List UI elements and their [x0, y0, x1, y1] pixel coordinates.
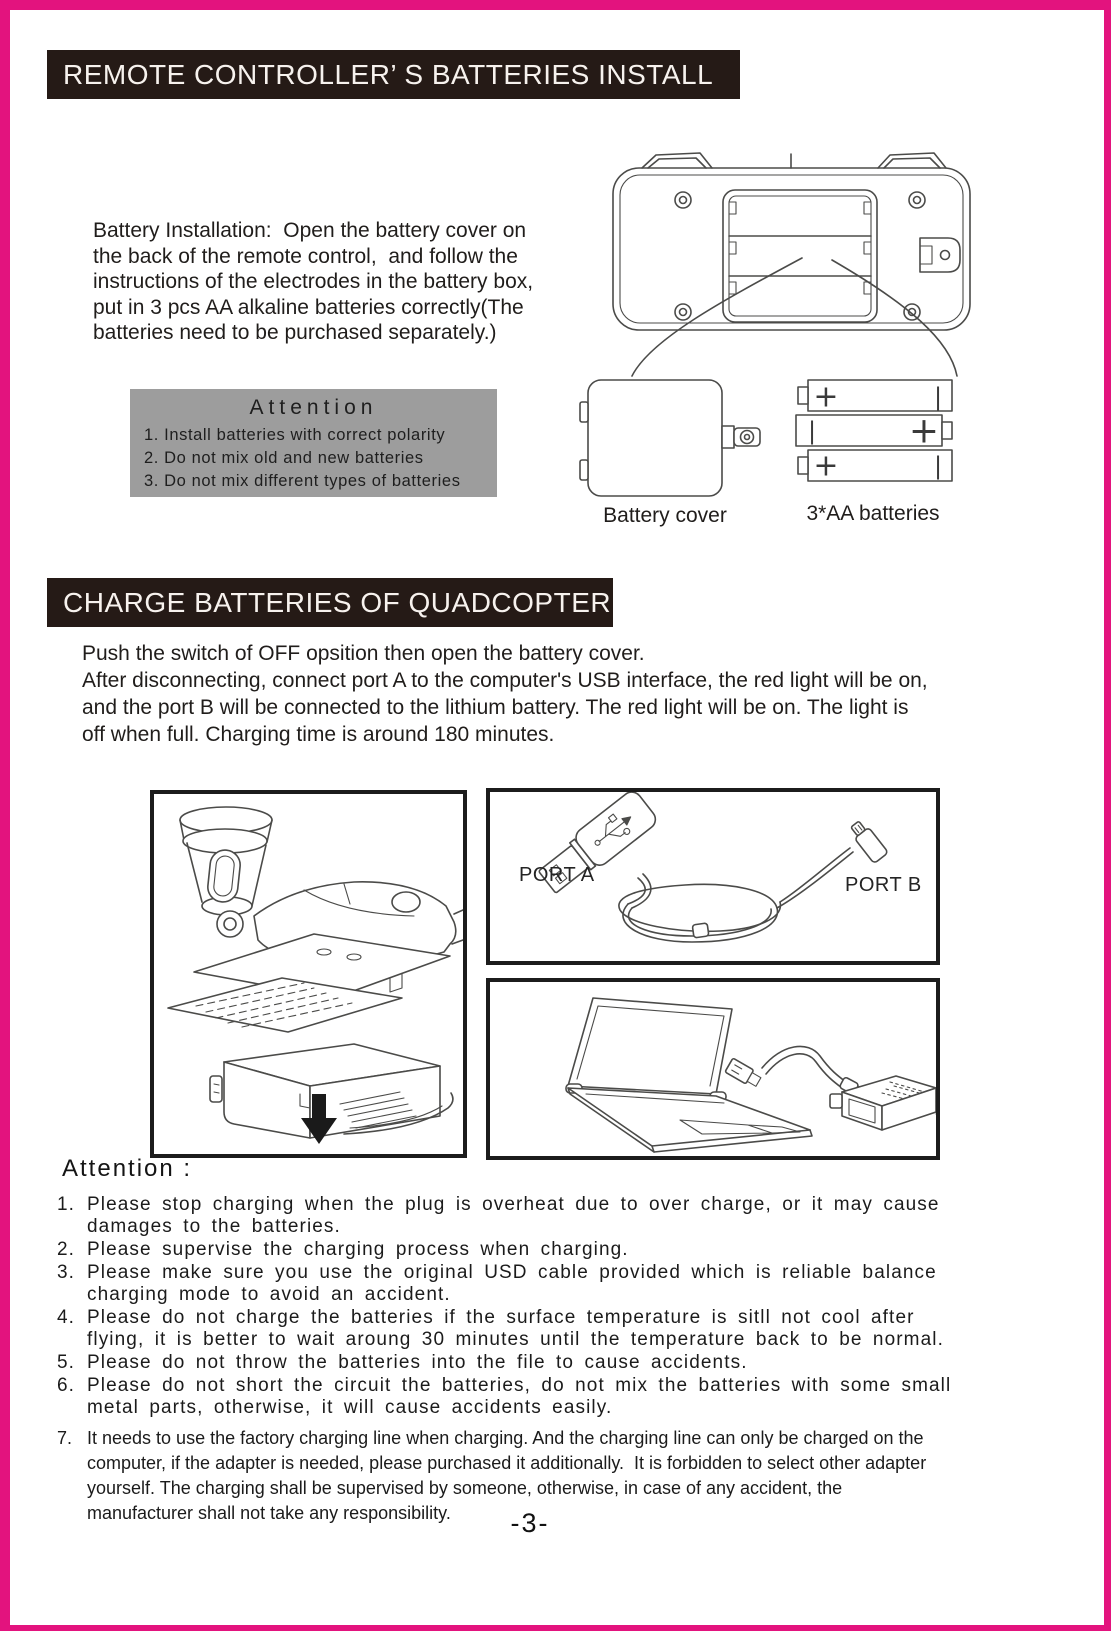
- section-title-charge-batteries: [47, 578, 613, 627]
- list-item-text: Please do not charge the batteries if the surface temperature is sitll not cool after flying, it is better to wait aroung 30 minutes until the temperature back to be normal.: [87, 1307, 944, 1350]
- battery-polarity-symbol: |: [807, 417, 817, 445]
- battery-cover-caption: Battery cover: [603, 504, 727, 527]
- battery-polarity-symbol: |: [933, 383, 943, 411]
- paragraph-line: Battery Installation: Open the battery cover on: [93, 219, 527, 242]
- attention-box: [130, 389, 497, 497]
- list-item-number: 4.: [57, 1307, 76, 1328]
- battery-polarity-symbol: +: [813, 448, 839, 484]
- paragraph-line: put in 3 pcs AA alkaline batteries correctly(The: [93, 295, 524, 319]
- charging-instructions-paragraph: [82, 640, 1052, 748]
- paragraph-line: and the port B will be connected to the lithium battery. The red light will be on. The light is: [82, 696, 909, 719]
- battery-installation-paragraph: [93, 218, 593, 346]
- list-item: [57, 1307, 1067, 1351]
- laptop-charging-image-box: [486, 978, 940, 1160]
- list-item: [57, 1194, 1067, 1238]
- battery-cover-drawing: [580, 380, 760, 496]
- attention-box-item: 1. Install batteries with correct polarity: [144, 426, 446, 444]
- list-item-text: Please do not short the circuit the batteries, do not mix the batteries with some small metal parts, otherwise, it will cause accidents easily.: [87, 1375, 952, 1418]
- paragraph-line: Push the switch of OFF opsition then open the battery cover.: [82, 642, 645, 665]
- port-a-label: PORT A: [519, 864, 595, 886]
- paragraph-line: off when full. Charging time is around 180 minutes.: [82, 723, 555, 746]
- paragraph-line: After disconnecting, connect port A to the computer's USB interface, the red light will be on,: [82, 669, 928, 692]
- list-item-number: 6.: [57, 1375, 76, 1396]
- list-item-number: 2.: [57, 1239, 76, 1260]
- section-title-text: REMOTE CONTROLLER’ S BATTERIES INSTALL: [63, 58, 714, 90]
- aa-batteries-caption: 3*AA batteries: [806, 502, 940, 525]
- paragraph-line: batteries need to be purchased separately.): [93, 321, 497, 344]
- list-item: [57, 1239, 1067, 1261]
- list-item-text: Please make sure you use the original USD cable provided which is reliable balance charging mode to avoid an accident.: [87, 1262, 937, 1305]
- battery-polarity-symbol: +: [813, 379, 839, 415]
- section-title-text: CHARGE BATTERIES OF QUADCOPTER: [63, 586, 612, 618]
- battery-polarity-symbol: +: [908, 410, 940, 452]
- list-item-number: 3.: [57, 1262, 76, 1283]
- laptop-charging-drawing: [490, 982, 936, 1156]
- aa-batteries-drawing: [796, 380, 952, 484]
- list-item-text: Please supervise the charging process when charging.: [87, 1239, 629, 1260]
- list-item-text: Please stop charging when the plug is overheat due to over charge, or it may cause damages to the batteries.: [87, 1194, 940, 1237]
- list-item-text: Please do not throw the batteries into the file to cause accidents.: [87, 1352, 748, 1373]
- cable-coil: [619, 848, 853, 942]
- list-item-number: 1.: [57, 1194, 76, 1215]
- laptop-drawing: [566, 998, 812, 1152]
- usb-b-connector: [848, 819, 889, 864]
- list-item-number: 7.: [57, 1428, 73, 1448]
- attention-box-title: Attention: [249, 396, 378, 419]
- attention-heading: Attention :: [62, 1155, 193, 1182]
- remote-body-drawing: [613, 153, 970, 330]
- attention-box-item: 3. Do not mix different types of batteries: [144, 472, 461, 490]
- list-item-text: It needs to use the factory charging line when charging. And the charging line can only be charged on the computer, if the adapter is needed, please purchased it additionally. It is forbidden to select other adapter yourself. The charging shall be supervised by someone, otherwise, in case of any accident, the manufacturer shall not take any responsibility.: [87, 1428, 927, 1523]
- attention-list: [57, 1194, 1067, 1527]
- list-item: [57, 1262, 1067, 1306]
- list-item: [57, 1352, 1067, 1374]
- attention-box-item: 2. Do not mix old and new batteries: [144, 449, 424, 467]
- paragraph-line: the back of the remote control, and follow the: [93, 244, 518, 268]
- list-item-number: 5.: [57, 1352, 76, 1373]
- paragraph-line: instructions of the electrodes in the battery box,: [93, 270, 534, 293]
- section-title-batteries-install: [47, 50, 740, 99]
- list-item: [57, 1375, 1067, 1419]
- remote-back-figure: [560, 142, 980, 504]
- page-number: -3-: [510, 1508, 550, 1538]
- port-b-label: PORT B: [845, 874, 922, 896]
- battery-polarity-symbol: |: [933, 452, 943, 480]
- usb-cable-image-box: [486, 788, 940, 965]
- drone-battery-image-box: [150, 790, 467, 1158]
- drone-drawing: [154, 794, 463, 1154]
